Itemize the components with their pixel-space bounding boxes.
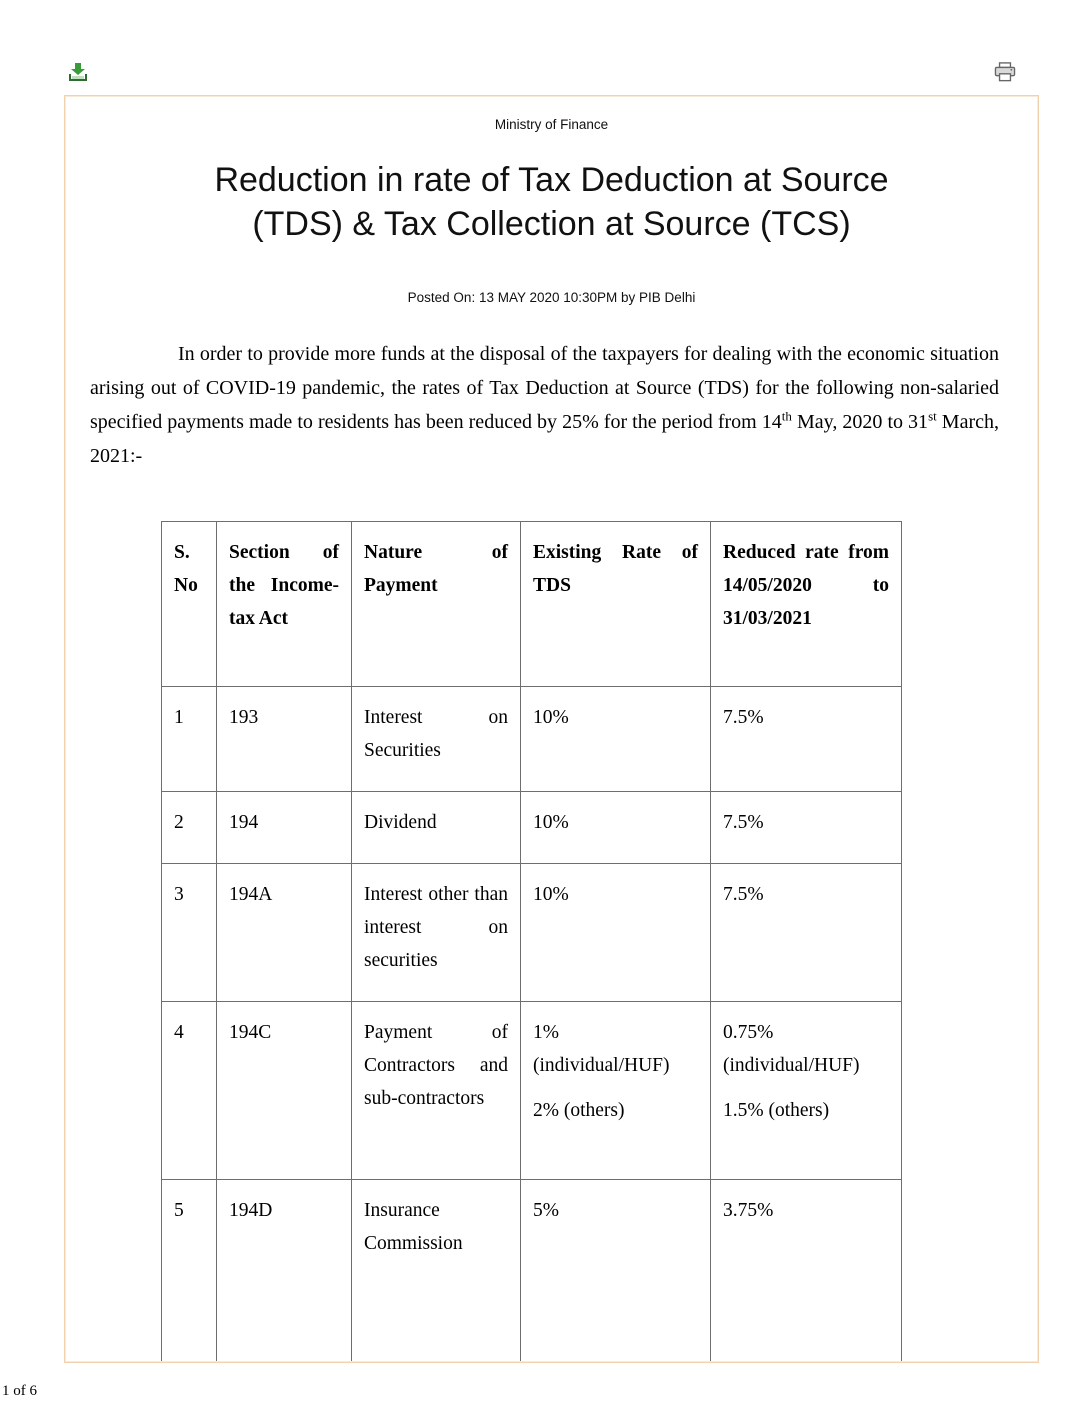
cell-section: 194 bbox=[217, 792, 352, 864]
cell-existing-line2: 2% (others) bbox=[533, 1100, 625, 1121]
cell-sno: 1 bbox=[162, 687, 217, 792]
cell-reduced: 3.75% bbox=[711, 1180, 902, 1363]
document-content bbox=[65, 96, 1038, 1362]
cell-reduced: 7.5% bbox=[711, 864, 902, 1002]
table-row bbox=[162, 1002, 902, 1180]
download-icon[interactable] bbox=[68, 62, 88, 87]
cell-existing bbox=[521, 1002, 711, 1180]
cell-existing-line1: 1% (individual/HUF) bbox=[533, 1022, 670, 1076]
cell-reduced-line1: 0.75% (individual/HUF) bbox=[723, 1022, 860, 1076]
tds-rates-table bbox=[161, 521, 902, 1362]
table-header-row bbox=[162, 522, 902, 687]
cell-existing: 10% bbox=[521, 792, 711, 864]
cell-section: 194A bbox=[217, 864, 352, 1002]
intro-part2: May, 2020 to 31 bbox=[791, 411, 929, 433]
page-title-line1: Reduction in rate of Tax Deduction at Source bbox=[214, 161, 889, 199]
toolbar bbox=[0, 60, 1088, 90]
col-header-existing: Existing Rate of TDS bbox=[521, 522, 711, 687]
page-title bbox=[66, 158, 1037, 246]
cell-reduced: 7.5% bbox=[711, 687, 902, 792]
table-row bbox=[162, 864, 902, 1002]
cell-nature: Insurance Commission bbox=[352, 1180, 521, 1363]
col-header-section: Section of the Income-tax Act bbox=[217, 522, 352, 687]
cell-sno: 4 bbox=[162, 1002, 217, 1180]
intro-paragraph bbox=[90, 337, 999, 473]
cell-reduced-line2: 1.5% (others) bbox=[723, 1100, 830, 1121]
cell-existing: 10% bbox=[521, 687, 711, 792]
intro-part3: March, 2021:- bbox=[90, 411, 999, 467]
cell-section: 193 bbox=[217, 687, 352, 792]
cell-reduced: 7.5% bbox=[711, 792, 902, 864]
cell-section: 194C bbox=[217, 1002, 352, 1180]
table-row bbox=[162, 792, 902, 864]
page-indicator: 1 of 6 bbox=[2, 1383, 37, 1399]
table-row bbox=[162, 687, 902, 792]
ministry-label: Ministry of Finance bbox=[494, 117, 609, 132]
cell-reduced bbox=[711, 1002, 902, 1180]
col-header-reduced: Reduced rate from 14/05/2020 to 31/03/2021 bbox=[711, 522, 902, 687]
cell-sno: 2 bbox=[162, 792, 217, 864]
col-header-nature: Nature of Payment bbox=[352, 522, 521, 687]
col-header-sno: S. No bbox=[162, 522, 217, 687]
print-icon[interactable] bbox=[994, 62, 1016, 87]
cell-nature: Payment of Contractors and sub-contractors bbox=[352, 1002, 521, 1180]
cell-existing: 10% bbox=[521, 864, 711, 1002]
intro-sup-th: th bbox=[781, 408, 792, 424]
cell-section: 194D bbox=[217, 1180, 352, 1363]
table-row bbox=[162, 1180, 902, 1363]
cell-nature: Interest on Securities bbox=[352, 687, 521, 792]
cell-sno: 5 bbox=[162, 1180, 217, 1363]
page-title-line2: (TDS) & Tax Collection at Source (TCS) bbox=[252, 205, 851, 243]
cell-sno: 3 bbox=[162, 864, 217, 1002]
cell-nature: Interest other than interest on securities bbox=[352, 864, 521, 1002]
posted-on-label: Posted On: 13 MAY 2020 10:30PM by PIB Delhi bbox=[407, 290, 696, 305]
intro-part1: In order to provide more funds at the disposal of the taxpayers for dealing with the economic situation arising out of COVID-19 pandemic, the rates of Tax Deduction at Source (TDS) for the following non-salaried specified payments made to residents has been reduced by 25% for the period from 14 bbox=[90, 343, 999, 433]
document-page bbox=[64, 95, 1039, 1363]
cell-existing: 5% bbox=[521, 1180, 711, 1363]
cell-nature: Dividend bbox=[352, 792, 521, 864]
intro-sup-st: st bbox=[928, 408, 937, 424]
